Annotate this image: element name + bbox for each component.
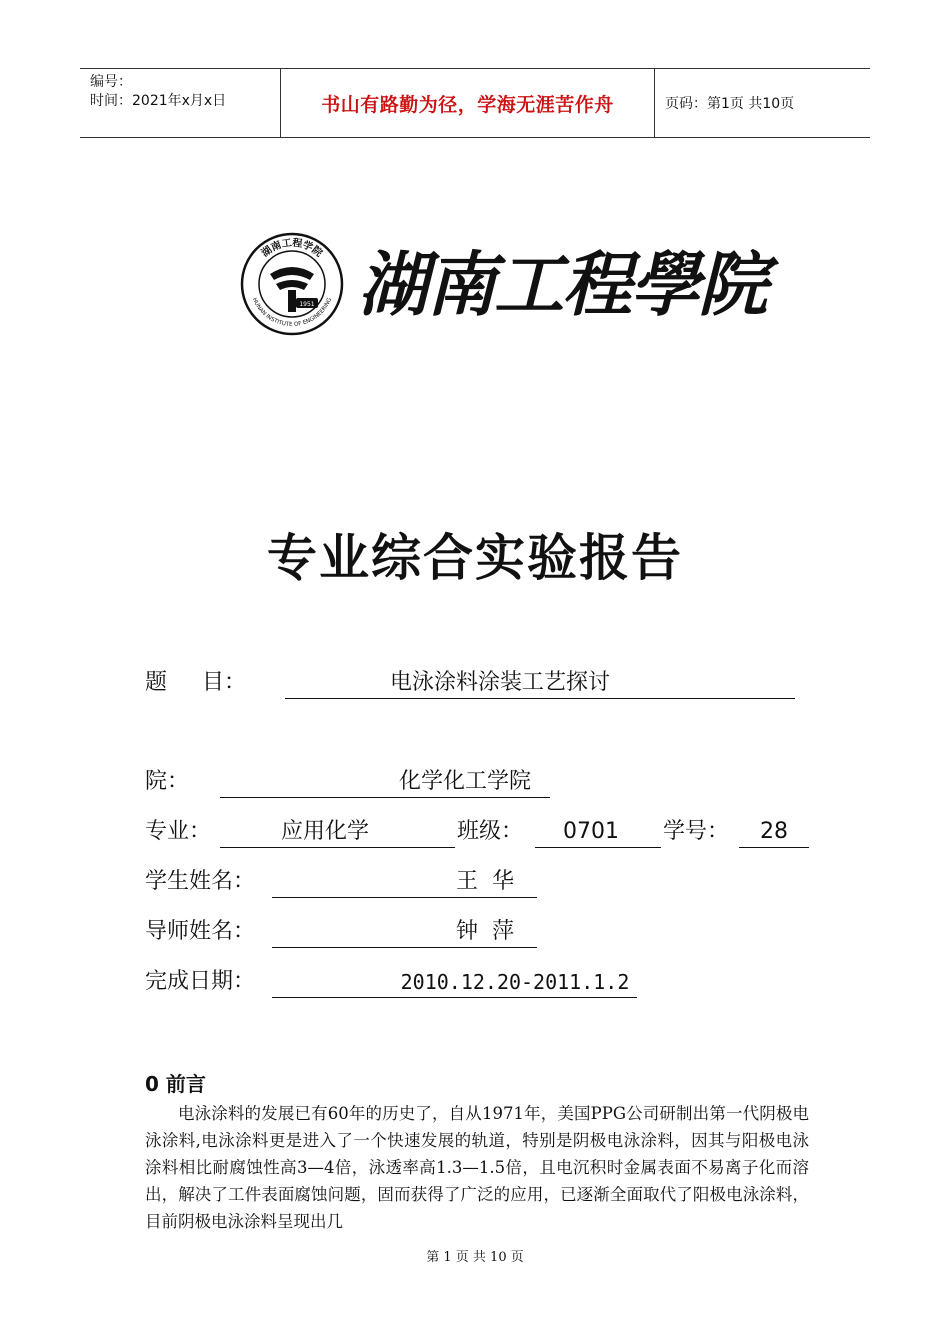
preface-paragraph: 电泳涂料的发展已有60年的历史了，自从1971年，美国PPG公司研制出第一代阴极电泳涂料,电泳涂料更是进入了一个快速发展的轨道，特别是阴极电泳涂料，因其与阳极电泳涂料相比耐腐蚀性高3—4倍，泳透率高1.3—1.5倍，且电沉积时金属表面不易离子化而溶出，解决了工件表面腐蚀问题，固而获得了广泛的应用，已逐渐全面取代了阳极电泳涂料，目前阴极电泳涂料呈现出几 [145,1104,809,1231]
student-name-label: 学生姓名： [145,869,256,894]
student-name-value: 王 华 [456,869,514,894]
page-footer: 第 1 页 共 10 页 [426,1250,524,1265]
section-heading: 0 前言 [145,1072,206,1096]
time-label: 时间：2021年x月x日 [90,93,227,109]
school-seal-icon [240,232,344,336]
college-value: 化学化工学院 [398,769,531,794]
header-meta [80,69,281,137]
header-motto: 书山有路勤为径，学海无涯苦作舟 [281,69,655,137]
student-name-field [145,867,805,899]
document-header [80,68,870,138]
student-id-value: 28 [760,819,788,844]
school-logo [240,232,766,342]
class-label: 班级： [457,819,524,844]
advisor-name-field [145,917,805,949]
topic-field [145,668,805,700]
header-page-code: 页码：第1页 共10页 [665,96,795,112]
section-body [145,1100,809,1235]
seal-year: 1951 [299,301,315,308]
major-label: 专业： [145,819,212,844]
class-value: 0701 [563,819,619,844]
school-name-calligraphy: 湖南工程學院 [358,243,766,326]
completion-date-label: 完成日期： [145,969,256,994]
completion-date-value: 2010.12.20-2011.1.2 [400,970,630,994]
completion-date-field [145,967,805,999]
seal-top-text: 湖南工程学院 [259,237,325,260]
college-label: 院： [145,769,190,794]
major-value: 应用化学 [280,819,369,844]
student-id-label: 学号： [663,819,730,844]
topic-label: 题 目： [145,670,246,695]
college-field [145,767,805,799]
seal-bottom-text: HUNAN INSTITUTE OF ENGINEERING [250,297,334,329]
advisor-name-label: 导师姓名： [145,919,256,944]
number-label: 编号： [90,74,132,90]
major-row [145,817,815,849]
advisor-name-value: 钟 萍 [456,919,514,944]
topic-value: 电泳涂料涂装工艺探讨 [389,670,610,695]
report-title: 专业综合实验报告 [267,529,683,587]
